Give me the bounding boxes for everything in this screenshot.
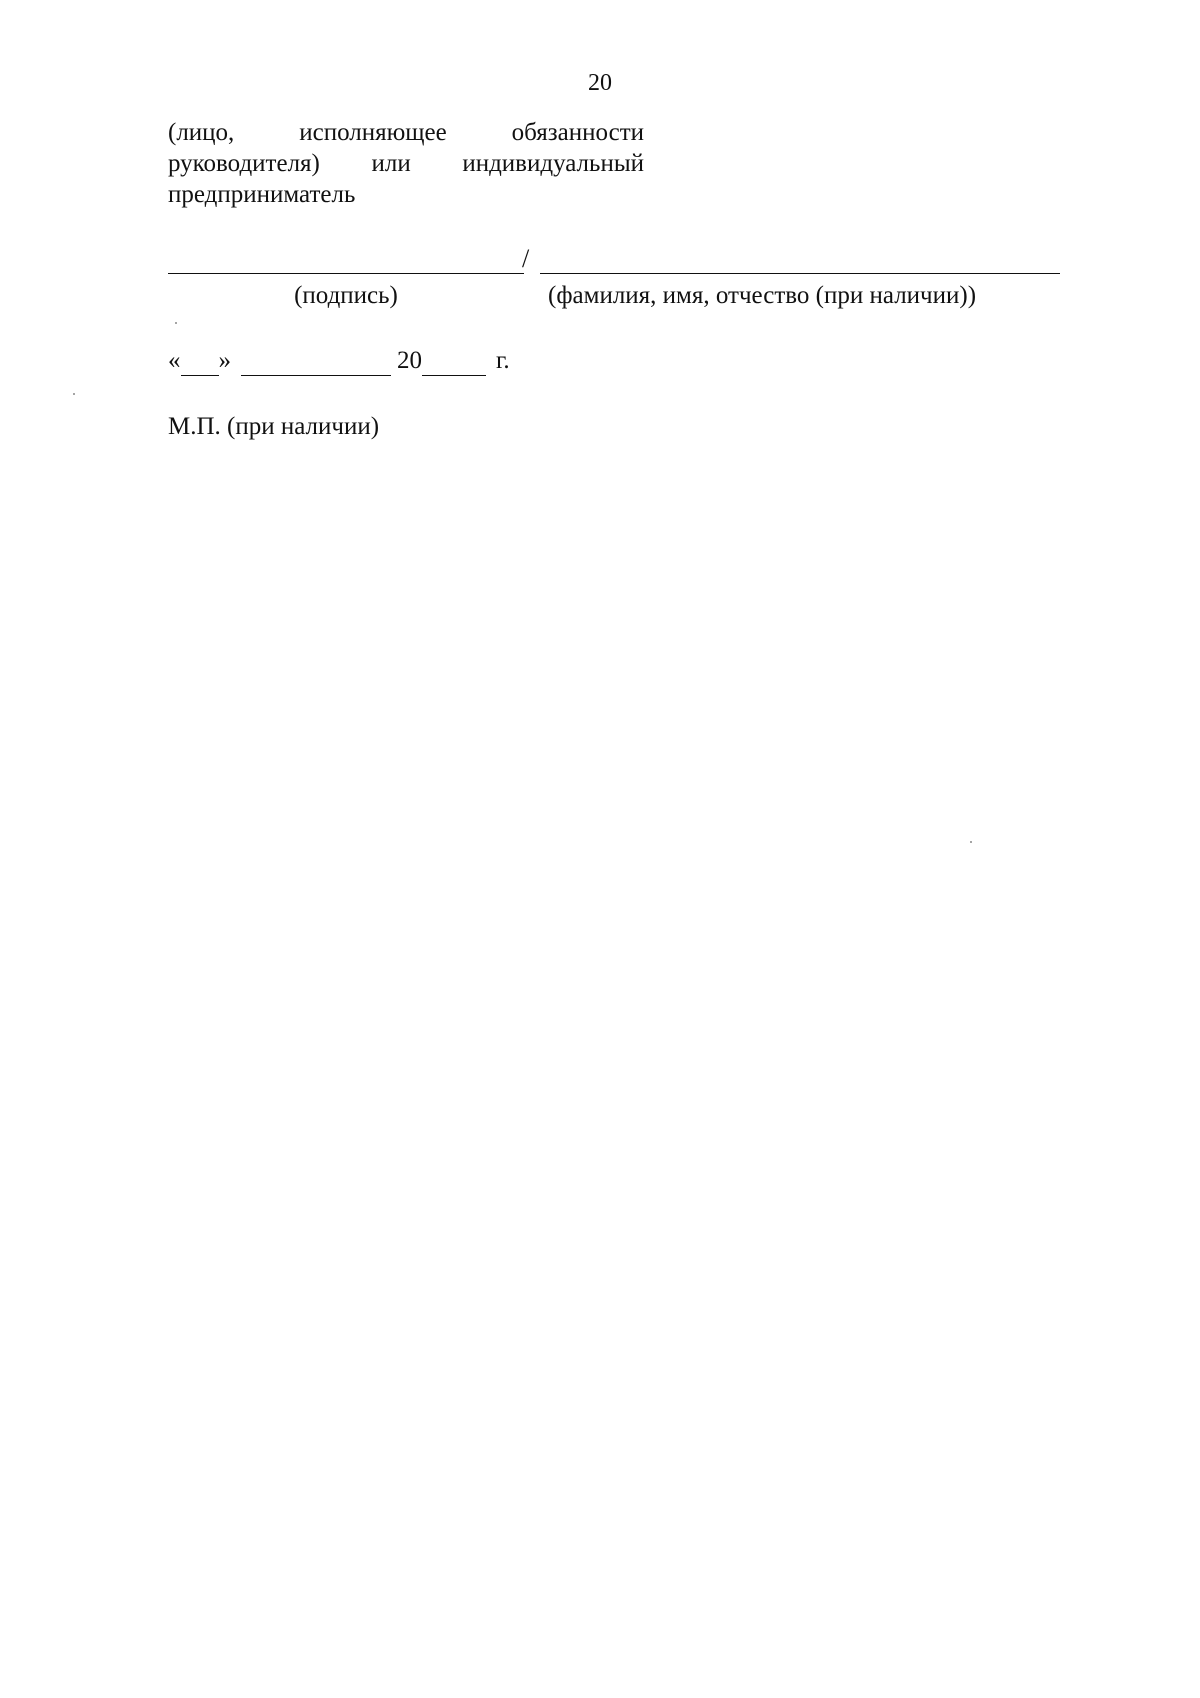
date-close-quote: » [218,347,231,374]
scan-speck [970,841,972,843]
signature-caption: (подпись) [294,282,398,309]
signatory-role-text: (лицо, исполняющее обязанности руководителя) или индивидуальный предприниматель [168,119,644,208]
scan-speck [175,322,177,324]
signature-blank-line [168,273,524,274]
full-name-blank-line [540,273,1060,274]
date-open-quote: « [168,347,181,374]
page-number: 20 [588,70,612,96]
scan-speck [73,393,75,395]
date-row [168,346,510,376]
seal-note: М.П. (при наличии) [168,413,380,440]
year-prefix: 20 [397,347,422,374]
signature-row [168,242,1060,274]
day-blank [181,349,219,376]
year-blank [422,349,486,376]
full-name-caption: (фамилия, имя, отчество (при наличии)) [548,282,977,309]
signature-separator: / [522,244,530,273]
month-blank [241,349,391,376]
year-suffix: г. [496,347,510,374]
